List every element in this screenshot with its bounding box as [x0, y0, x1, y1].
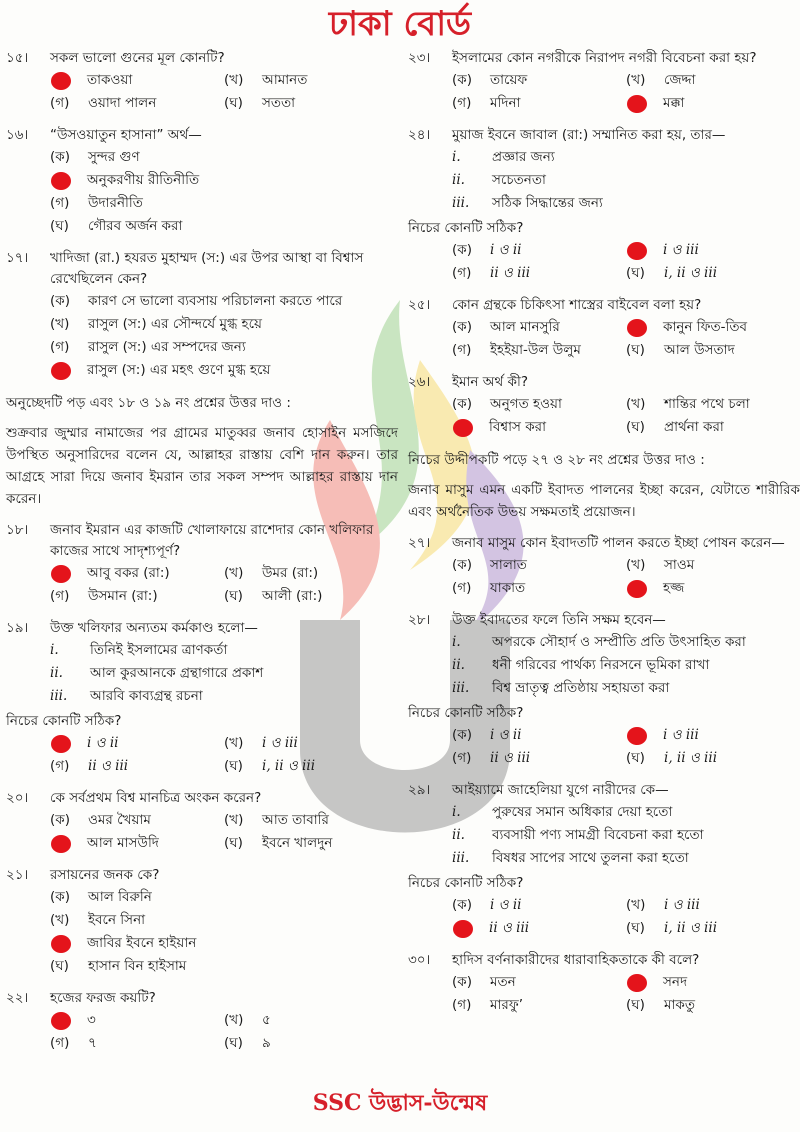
option-kha[interactable]: (খ) i ও iii — [224, 735, 298, 751]
option-ka[interactable]: (ক) সুন্দর গুণ — [50, 149, 140, 165]
question-text: ইসলামের কোন নগরীকে নিরাপদ নগরী বিবেচনা করা হয়? — [452, 50, 757, 66]
sub-question: নিচের কোনটি সঠিক? — [408, 875, 524, 891]
answer-mark-icon — [51, 172, 71, 190]
question-number: ২০। — [6, 790, 29, 806]
option-kha[interactable]: (খ) ইবনে সিনা — [50, 912, 146, 928]
question-text: উক্ত ইবাদতের ফলে তিনি সক্ষম হবেন— — [452, 612, 666, 628]
question-24 — [408, 125, 800, 285]
answer-mark-icon — [627, 242, 647, 260]
question-number: ২১। — [6, 867, 29, 883]
passage-intro: নিচের উদ্দীপকটি পড়ে ২৭ ও ২৮ নং প্রশ্নের উত্তর দাও : — [408, 452, 705, 468]
question-number: ২৩। — [408, 50, 431, 66]
answer-mark-icon — [627, 974, 647, 992]
question-22 — [6, 988, 398, 1055]
question-number: ১৫। — [6, 50, 29, 66]
statement-iii: iii. বিষধর সাপের সাথে তুলনা করা হতো — [452, 850, 689, 866]
question-text: হজের ফরজ কয়টি? — [50, 990, 156, 1006]
question-text: মুয়াজ ইবনে জাবাল (রা:) সম্মানিত করা হয়, তার— — [452, 127, 726, 143]
question-text: হাদিস বর্ণনাকারীদের ধারাবাহিকতাকে কী বলে? — [452, 952, 700, 968]
question-text: কোন গ্রন্থকে চিকিৎসা শাস্ত্রের বাইবেল বলা হয়? — [452, 297, 702, 313]
question-text: আইয়্যামে জাহেলিয়া যুগে নারীদের কে— — [452, 782, 669, 798]
statement-ii: ii. ধনী গরিবের পার্থক্য নিরসনে ভূমিকা রাখা — [452, 657, 710, 673]
option-gha[interactable]: (ঘ) i, ii ও iii — [224, 758, 316, 774]
question-19 — [6, 618, 398, 778]
question-text: কে সর্বপ্রথম বিশ্ব মানচিত্র অংকন করেন? — [50, 790, 262, 806]
question-21 — [6, 865, 398, 978]
question-text: রসায়নের জনক কে? — [50, 867, 160, 883]
statement-i: i. অপরকে সৌহার্দ ও সম্প্রীতি প্রতি উৎসাহিত করা — [452, 634, 746, 650]
answer-mark-icon — [627, 319, 647, 337]
statement-iii: iii. আরবি কাব্যগ্রন্থ রচনা — [50, 688, 203, 704]
option-ga[interactable]: (গ) যাকাত — [452, 580, 526, 596]
option-ka[interactable]: (ক) আল বিরুনি — [50, 889, 152, 905]
option-gha[interactable]: (ঘ) i, ii ও iii — [626, 920, 718, 936]
option-kha[interactable]: (খ) শান্তির পথে চলা — [626, 396, 750, 412]
answer-mark-icon — [51, 72, 71, 90]
option-gha[interactable]: (ঘ) সততা — [224, 95, 296, 111]
question-23 — [408, 48, 800, 115]
option-gha[interactable]: (ঘ) প্রার্থনা করা — [626, 419, 724, 435]
option-ka[interactable]: (ক) কারণ সে ভালো ব্যবসায় পরিচালনা করতে পারে — [50, 293, 343, 309]
option-gha[interactable]: (ঘ) ৯ — [224, 1035, 271, 1051]
option-ga[interactable]: আল মাসউদি — [50, 832, 224, 855]
option-gha[interactable]: (ঘ) আলী (রা:) — [224, 588, 323, 604]
option-ka[interactable]: (ক) অনুগত হওয়া — [452, 396, 562, 412]
sub-question: নিচের কোনটি সঠিক? — [6, 713, 122, 729]
statement-i: i. পুরুষের সমান অধিকার দেয়া হতো — [452, 804, 673, 820]
option-ka[interactable]: (ক) i ও ii — [452, 897, 522, 913]
option-ga[interactable]: (গ) ইহইয়া-উল উলুম — [452, 342, 581, 358]
question-text: ইমান অর্থ কী? — [452, 374, 528, 390]
question-number: ১৯। — [6, 620, 29, 636]
question-text: জনাব ইমরান এর কাজটি খোলাফায়ে রাশেদার কোন খলিফার কাজের সাথে সাদৃশ্যপূর্ণ? — [50, 522, 374, 559]
question-25 — [408, 295, 800, 362]
option-ka[interactable]: (ক) সালাত — [452, 557, 527, 573]
option-ga[interactable]: বিশ্বাস করা — [452, 416, 626, 439]
answer-mark-icon — [627, 580, 647, 598]
option-ga[interactable]: ii ও iii — [452, 917, 626, 940]
option-ka[interactable]: আবু বকর (রা:) — [50, 562, 224, 585]
option-kha[interactable]: i ও iii — [626, 724, 800, 747]
option-ga[interactable]: (গ) রাসুল (স:) এর সম্পদের জন্য — [50, 339, 246, 355]
option-ga[interactable]: (গ) উসমান (রা:) — [50, 588, 158, 604]
option-gha[interactable]: (ঘ) i, ii ও iii — [626, 265, 718, 281]
option-gha[interactable]: হজ্জ — [626, 577, 800, 600]
option-ga[interactable]: জাবির ইবনে হাইয়ান — [50, 932, 398, 955]
option-gha[interactable]: মক্কা — [626, 92, 800, 115]
option-ga[interactable]: (গ) ৭ — [50, 1035, 97, 1051]
question-26 — [408, 372, 800, 439]
question-number: ১৭। — [6, 250, 29, 266]
sub-question: নিচের কোনটি সঠিক? — [408, 220, 524, 236]
right-column — [408, 48, 800, 1027]
option-ka[interactable]: (ক) i ও ii — [452, 727, 522, 743]
question-number: ২৮। — [408, 612, 431, 628]
statement-i: i. তিনিই ইসলামের ত্রাণকর্তা — [50, 642, 228, 658]
answer-mark-icon — [627, 95, 647, 113]
answer-mark-icon — [51, 1012, 71, 1030]
question-number: ৩০। — [408, 952, 431, 968]
option-ga[interactable]: (গ) ওয়াদা পালন — [50, 95, 157, 111]
question-text: “উসওয়াতুন হাসানা” অর্থ— — [50, 127, 202, 143]
option-kha[interactable]: (খ) i ও iii — [626, 897, 700, 913]
option-ga[interactable]: (গ) মদিনা — [452, 95, 521, 111]
statement-ii: ii. ব্যবসায়ী পণ্য সামগ্রী বিবেচনা করা হতো — [452, 827, 704, 843]
option-ka[interactable]: (ক) i ও ii — [452, 242, 522, 258]
question-number: ১৬। — [6, 127, 29, 143]
question-number: ২৪। — [408, 127, 431, 143]
question-text: উক্ত খলিফার অন্যতম কর্মকাণ্ড হলো— — [50, 620, 258, 636]
question-number: ২৯। — [408, 782, 431, 798]
option-kha[interactable]: কানুন ফিত-তিব — [626, 316, 800, 339]
question-text: সকল ভালো গুনের মূল কোনটি? — [50, 50, 225, 66]
answer-mark-icon — [51, 835, 71, 853]
option-kha[interactable]: অনুকরণীয় রীতিনীতি — [50, 169, 398, 192]
option-gha[interactable]: (ঘ) i, ii ও iii — [626, 750, 718, 766]
statement-ii: ii. সচেতনতা — [452, 172, 546, 188]
question-number: ১৮। — [6, 522, 29, 538]
answer-mark-icon — [627, 727, 647, 745]
answer-mark-icon — [51, 735, 71, 753]
option-gha[interactable]: (ঘ) ইবনে খালদুন — [224, 835, 333, 851]
option-ka[interactable]: তাকওয়া — [50, 69, 224, 92]
statement-i: i. প্রজ্ঞার জন্য — [452, 149, 555, 165]
question-18 — [6, 520, 398, 608]
question-20 — [6, 788, 398, 855]
question-15 — [6, 48, 398, 115]
answer-mark-icon — [51, 362, 71, 380]
passage-intro: অনুচ্ছেদটি পড় এবং ১৮ ও ১৯ নং প্রশ্নের উত্তর দাও : — [6, 395, 291, 411]
option-kha[interactable]: (খ) আত তাবারি — [224, 812, 329, 828]
question-text: জনাব মাসুম কোন ইবাদতটি পালন করতে ইচ্ছা পোষন করেন— — [452, 535, 785, 551]
option-ga[interactable]: (গ) ii ও iii — [452, 750, 531, 766]
option-ka[interactable]: i ও ii — [50, 732, 224, 755]
sub-question: নিচের কোনটি সঠিক? — [408, 705, 524, 721]
option-kha[interactable]: (খ) আমানত — [224, 72, 308, 88]
option-ga[interactable]: (গ) উদারনীতি — [50, 195, 143, 211]
answer-mark-icon — [51, 935, 71, 953]
option-gha[interactable]: (ঘ) হাসান বিন হাইসাম — [50, 958, 187, 974]
statement-iii: iii. সঠিক সিদ্ধান্তের জন্য — [452, 195, 603, 211]
board-title: ঢাকা বোর্ড — [328, 4, 472, 44]
option-kha[interactable]: (খ) ৫ — [224, 1012, 271, 1028]
option-gha[interactable]: (ঘ) গৌরব অর্জন করা — [50, 218, 183, 234]
option-ka[interactable]: ৩ — [50, 1009, 224, 1032]
question-29 — [408, 780, 800, 940]
question-number: ২৫। — [408, 297, 431, 313]
passage-text: জনাব মাসুম এমন একটি ইবাদত পালনের ইচ্ছা করেন, যেটাতে শারীরিক এবং অর্থনৈতিক উভয় সক্ষমতাই প্রয়োজন। — [408, 482, 800, 520]
option-kha[interactable]: (খ) উমর (রা:) — [224, 565, 319, 581]
option-ka[interactable]: (ক) আল মানসুরি — [452, 319, 560, 335]
option-kha[interactable]: (খ) সাওম — [626, 557, 695, 573]
option-gha[interactable]: (ঘ) আল উসতাদ — [626, 342, 735, 358]
option-kha[interactable]: সনদ — [626, 971, 800, 994]
option-ka[interactable]: (ক) ওমর খৈয়াম — [50, 812, 151, 828]
question-17 — [6, 248, 398, 382]
option-kha[interactable]: i ও iii — [626, 239, 800, 262]
answer-mark-icon — [453, 419, 473, 437]
statement-ii: ii. আল কুরআনকে গ্রন্থাগারে প্রকাশ — [50, 665, 264, 681]
option-ka[interactable]: (ক) তায়েফ — [452, 72, 528, 88]
option-ga[interactable]: (গ) ii ও iii — [50, 758, 129, 774]
option-gha[interactable]: রাসুল (স:) এর মহৎ গুণে মুগ্ধ হয়ে — [50, 359, 398, 382]
answer-mark-icon — [51, 565, 71, 583]
question-28 — [408, 610, 800, 770]
passage-text: শুক্রবার জুম্মার নামাজের পর গ্রামের মাতুব্বর জনাব হোসাইন মসজিদে উপস্থিত অনুসারিদের বলেন যে, আল্লাহর রাস্তায় বেশি দান করুন। তার আগ্রহে সারা দিয়ে জনাব ইমরান তার সকল সম্পদ আল্লাহর রাস্তায় দান করেন। — [6, 425, 398, 507]
option-kha[interactable]: (খ) জেদ্দা — [626, 72, 696, 88]
question-text: খাদিজা (রা.) হযরত মুহাম্মদ (স:) এর উপর আস্থা বা বিশ্বাস রেখেছিলেন কেন? — [50, 250, 364, 287]
left-column — [6, 48, 398, 1065]
question-30 — [408, 950, 800, 1017]
question-number: ২২। — [6, 990, 29, 1006]
option-gha[interactable]: (ঘ) মাকতু — [626, 997, 695, 1013]
question-number: ২৬। — [408, 374, 431, 390]
question-number: ২৭। — [408, 535, 431, 551]
question-16 — [6, 125, 398, 238]
option-ga[interactable]: (গ) মারফু’ — [452, 997, 523, 1013]
answer-mark-icon — [453, 920, 473, 938]
footer-brand: SSC উদ্ভাস-উন্মেষ — [312, 1090, 488, 1116]
question-27 — [408, 533, 800, 600]
statement-iii: iii. বিশ্ব ভ্রাতৃত্ব প্রতিষ্ঠায় সহায়তা করা — [452, 680, 670, 696]
option-ga[interactable]: (গ) ii ও iii — [452, 265, 531, 281]
option-kha[interactable]: (খ) রাসুল (স:) এর সৌন্দর্যে মুগ্ধ হয়ে — [50, 316, 262, 332]
option-ka[interactable]: (ক) মতন — [452, 974, 516, 990]
